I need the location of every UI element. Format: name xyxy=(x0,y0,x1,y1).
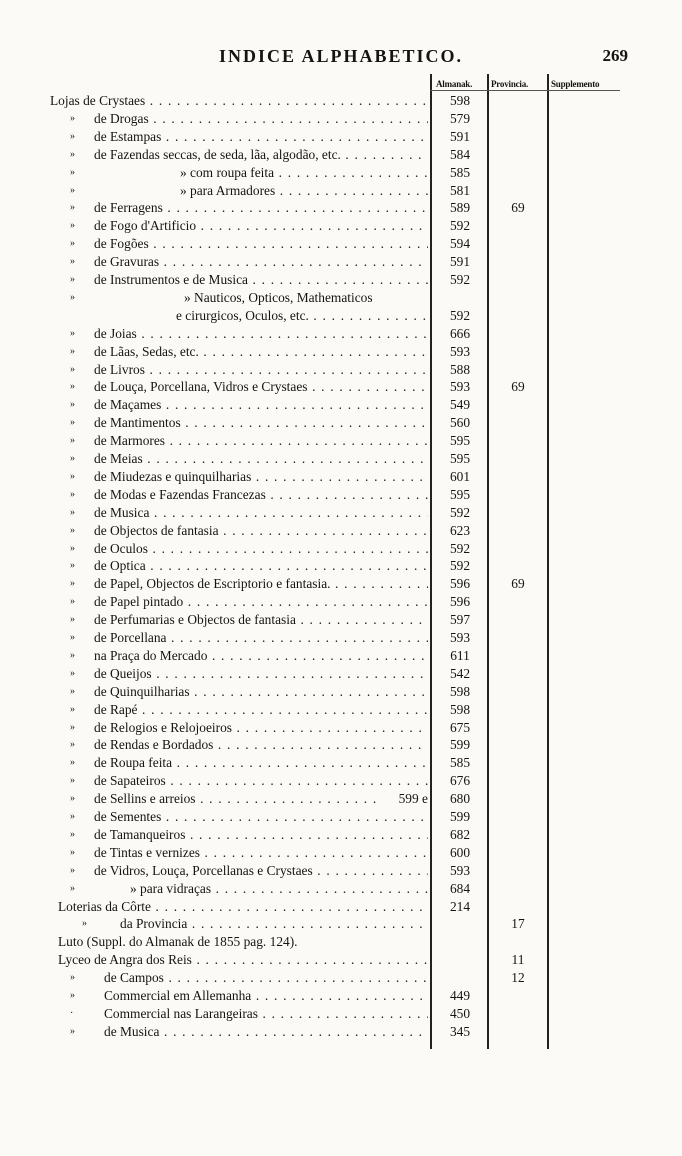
entry-ditto-mark: » xyxy=(70,291,75,303)
index-entry xyxy=(0,432,682,449)
entry-ditto-mark: » xyxy=(70,399,75,411)
entry-text: de Papel pintado . . . xyxy=(94,593,428,610)
entry-ditto-mark: » xyxy=(70,112,75,124)
almanak-page: 600 xyxy=(449,844,471,860)
almanak-page: 592 xyxy=(449,558,471,574)
entry-text: na Praça do Mercado . . . xyxy=(94,647,428,664)
almanak-page: 589 xyxy=(449,200,471,216)
entry-text: de Roupa feita . . . xyxy=(94,754,428,771)
index-entry xyxy=(0,557,682,574)
almanak-page: 588 xyxy=(449,361,471,377)
almanak-page: 611 xyxy=(450,647,470,663)
almanak-page: 592 xyxy=(449,218,471,234)
index-entry xyxy=(0,593,682,610)
index-entry xyxy=(0,343,682,360)
entry-ditto-mark: » xyxy=(70,828,75,840)
almanak-page: 581 xyxy=(449,182,471,198)
entry-ditto-mark: » xyxy=(70,256,75,268)
almanak-page: 684 xyxy=(449,880,471,896)
entry-text: da Provincia . . . xyxy=(120,915,428,932)
index-entry xyxy=(0,1023,682,1040)
entry-text: de Drogas . . . xyxy=(94,110,428,127)
almanak-page: 585 xyxy=(449,755,471,771)
page-number: 269 xyxy=(602,46,628,65)
provincia-page: 69 xyxy=(511,379,525,395)
almanak-page: 592 xyxy=(449,540,471,556)
entry-ditto-mark: » xyxy=(70,864,75,876)
entry-text: de Tamanqueiros . . . xyxy=(94,826,428,843)
column-header-almanak: Almanak. xyxy=(436,79,473,89)
entry-ditto-mark: » xyxy=(70,775,75,787)
almanak-page: 666 xyxy=(449,325,471,341)
index-entry xyxy=(0,128,682,145)
entry-ditto-mark: » xyxy=(70,453,75,464)
entry-ditto-mark: » xyxy=(70,793,75,805)
almanak-page: 601 xyxy=(449,468,471,484)
entry-ditto-mark: » xyxy=(70,488,75,500)
entry-ditto-mark: » xyxy=(70,417,75,429)
entry-text: de Gravuras . . . xyxy=(94,253,428,270)
index-entry xyxy=(0,701,682,718)
index-entry xyxy=(0,1005,682,1022)
entry-ditto-mark: » xyxy=(82,918,87,930)
entry-text: de Campos . . . xyxy=(104,969,428,986)
entry-text: » Nauticos, Opticos, Mathematicos xyxy=(184,289,373,305)
entry-ditto-mark: » xyxy=(70,506,75,518)
index-entry xyxy=(0,951,682,968)
entry-ditto-mark: » xyxy=(70,130,75,142)
index-entry xyxy=(0,486,682,503)
entry-text: de Miudezas e quinquilharias . . . xyxy=(94,468,428,485)
entry-text: de Sellins e arreios . . . xyxy=(94,790,376,807)
entry-ditto-mark: » xyxy=(70,345,75,357)
index-entry xyxy=(0,378,682,395)
entry-ditto-mark: » xyxy=(70,685,75,697)
entry-text: Luto (Suppl. do Almanak de 1855 pag. 124). xyxy=(58,934,298,950)
index-entry xyxy=(0,199,682,216)
almanak-page: 598 xyxy=(449,701,471,717)
almanak-page: 593 xyxy=(449,343,471,359)
index-entry xyxy=(0,611,682,628)
entry-text: de Sapateiros . . . xyxy=(94,772,428,789)
entry-text: de Joias . . . xyxy=(94,325,428,342)
entry-ditto-mark: » xyxy=(70,435,75,447)
almanak-page: 560 xyxy=(449,415,471,431)
entry-ditto-mark: » xyxy=(70,614,75,626)
entry-ditto-mark: » xyxy=(70,542,75,554)
entry-ditto-mark: » xyxy=(70,220,75,232)
entry-text: de Marmores . . . xyxy=(94,432,428,449)
index-entry xyxy=(0,253,682,270)
index-entry xyxy=(0,92,682,109)
entry-text: de Perfumarias e Objectos de fantasia . . . xyxy=(94,611,428,628)
almanak-page: 676 xyxy=(449,773,471,789)
almanak-page: 593 xyxy=(449,379,471,395)
entry-text: de Mantimentos . . . xyxy=(94,414,428,431)
index-entry xyxy=(0,396,682,413)
index-entry xyxy=(0,271,682,288)
entry-text: de Instrumentos e de Musica . . . xyxy=(94,271,428,288)
index-entry xyxy=(0,754,682,771)
index-entry xyxy=(0,110,682,127)
almanak-page: 599 xyxy=(449,737,471,753)
entry-ditto-mark: » xyxy=(70,757,75,769)
entry-text: de Louça, Porcellana, Vidros e Crystaes . . . xyxy=(94,378,428,395)
entry-text: de Rapé . . . xyxy=(94,701,428,718)
entry-ditto-mark: » xyxy=(70,721,75,733)
entry-ditto-mark: » xyxy=(70,166,75,178)
entry-text: de Oculos . . . xyxy=(94,540,428,557)
entry-text: de Tintas e vernizes . . . xyxy=(94,844,428,861)
entry-ditto-mark: » xyxy=(70,1025,75,1037)
entry-ditto-mark: » xyxy=(70,846,75,858)
entry-ditto-mark: · xyxy=(70,1007,74,1019)
entry-text: Lyceo de Angra dos Reis . . . xyxy=(58,951,428,968)
almanak-page: 542 xyxy=(449,665,471,681)
index-entry xyxy=(0,235,682,252)
index-entry xyxy=(0,164,682,181)
entry-text: de Relogios e Relojoeiros . . . xyxy=(94,719,428,736)
almanak-page: 592 xyxy=(449,504,471,520)
entry-ditto-mark: » xyxy=(70,238,75,250)
entry-ditto-mark: » xyxy=(70,596,75,608)
entry-ditto-mark: » xyxy=(70,148,75,160)
index-entry xyxy=(0,987,682,1004)
index-entry xyxy=(0,325,682,342)
entry-ditto-mark: » xyxy=(70,327,75,339)
entry-ditto-mark: » xyxy=(70,990,75,1001)
entry-text: de Objectos de fantasia . . . xyxy=(94,522,428,539)
entry-ditto-mark: » xyxy=(70,274,75,285)
index-entry xyxy=(0,504,682,521)
almanak-page: 593 xyxy=(449,630,471,645)
index-entry xyxy=(0,826,682,843)
almanak-page: 449 xyxy=(449,988,471,1003)
provincia-page: 17 xyxy=(511,916,525,932)
entry-text: de Sementes . . . xyxy=(94,808,428,825)
index-entry xyxy=(0,772,682,789)
index-entry xyxy=(0,289,682,306)
entry-text: de Ferragens . . . xyxy=(94,199,428,216)
header-rule xyxy=(430,90,620,91)
index-entry xyxy=(0,844,682,861)
index-entry xyxy=(0,647,682,664)
almanak-page: 214 xyxy=(449,898,471,914)
almanak-page: 596 xyxy=(449,594,471,610)
index-entry xyxy=(0,665,682,682)
entry-ditto-mark: » xyxy=(70,470,75,482)
index-entry xyxy=(0,414,682,431)
index-entry xyxy=(0,575,682,592)
index-entry xyxy=(0,361,682,378)
almanak-page: 599 xyxy=(449,809,471,824)
almanak-page: 598 xyxy=(449,93,471,108)
entry-text: Commercial nas Larangeiras . . . xyxy=(104,1005,428,1022)
almanak-page: 579 xyxy=(449,110,471,126)
almanak-page: 592 xyxy=(449,307,471,323)
entry-text: de Meias . . . xyxy=(94,450,428,467)
entry-text: de Fogo d'Artificio . . . xyxy=(94,217,428,234)
entry-ditto-mark: » xyxy=(70,667,75,679)
entry-text: de Livros . . . xyxy=(94,361,428,378)
index-entry xyxy=(0,182,682,199)
entry-ditto-mark: » xyxy=(70,972,75,984)
index-entry xyxy=(0,862,682,879)
entry-text: de Fogões . . . xyxy=(94,235,428,252)
index-entry xyxy=(0,898,682,915)
almanak-page: 592 xyxy=(449,272,471,287)
almanak-page: 591 xyxy=(449,128,471,144)
entry-text: de Lãas, Sedas, etc. . . . xyxy=(94,343,428,360)
index-entry xyxy=(0,217,682,234)
entry-ditto-mark: » xyxy=(70,184,75,196)
almanak-page: 597 xyxy=(449,612,471,628)
index-entry xyxy=(0,790,682,807)
entry-ditto-mark: » xyxy=(70,811,75,822)
index-entry xyxy=(0,522,682,539)
index-entry xyxy=(0,808,682,825)
entry-ditto-mark: » xyxy=(70,363,75,375)
index-entry xyxy=(0,719,682,736)
entry-ditto-mark: » xyxy=(70,524,75,536)
entry-text: de Queijos . . . xyxy=(94,665,428,682)
entry-ditto-mark: » xyxy=(70,882,75,894)
entry-ditto-mark: » xyxy=(70,632,75,643)
entry-ditto-mark: » xyxy=(70,739,75,751)
entry-text: » para vidraças . . . xyxy=(130,880,428,897)
almanak-page: 596 xyxy=(449,576,471,592)
entry-ditto-mark: » xyxy=(70,703,75,715)
almanak-page: 675 xyxy=(449,719,471,735)
entry-extra-page: 599 e xyxy=(398,791,428,807)
entry-text: de Fazendas seccas, de seda, lãa, algodão, etc. . . . xyxy=(94,146,428,163)
entry-ditto-mark: » xyxy=(70,202,75,214)
almanak-page: 450 xyxy=(449,1005,471,1021)
entry-text: de Musica . . . xyxy=(104,1023,428,1040)
entry-text: de Porcellana . . . xyxy=(94,629,428,646)
almanak-page: 345 xyxy=(449,1023,471,1039)
index-entry xyxy=(0,969,682,986)
almanak-page: 595 xyxy=(449,451,471,466)
entry-ditto-mark: » xyxy=(70,649,75,661)
entry-text: de Estampas . . . xyxy=(94,128,428,145)
column-header-supplemento: Supplemento xyxy=(551,79,600,89)
entry-ditto-mark: » xyxy=(70,578,75,590)
provincia-page: 69 xyxy=(511,200,525,216)
entry-text: de Maçames . . . xyxy=(94,396,428,413)
entry-text: » para Armadores . . . xyxy=(180,182,428,199)
entry-ditto-mark: » xyxy=(70,560,75,572)
column-header-provincia: Provincia. xyxy=(491,79,529,89)
almanak-page: 585 xyxy=(449,164,471,180)
index-entry xyxy=(0,933,682,950)
index-entry xyxy=(0,307,682,324)
almanak-page: 595 xyxy=(449,433,471,449)
entry-text: Lojas de Crystaes . . . xyxy=(50,92,428,109)
index-entry xyxy=(0,468,682,485)
almanak-page: 591 xyxy=(449,254,471,270)
index-entry xyxy=(0,683,682,700)
entry-text: de Musica . . . xyxy=(94,504,428,521)
entry-text: » com roupa feita . . . xyxy=(180,164,428,181)
entry-text: Commercial em Allemanha . . . xyxy=(104,987,428,1004)
index-entry xyxy=(0,450,682,467)
entry-text: de Rendas e Bordados . . . xyxy=(94,736,428,753)
almanak-page: 595 xyxy=(449,486,471,502)
entry-text: de Quinquilharias . . . xyxy=(94,683,428,700)
almanak-page: 623 xyxy=(449,522,471,538)
page-title: INDICE ALPHABETICO. xyxy=(218,46,464,66)
index-entry xyxy=(0,540,682,557)
almanak-page: 584 xyxy=(449,146,471,162)
entry-text: de Papel, Objectos de Escriptorio e fantasia. . . . xyxy=(94,575,428,592)
almanak-page: 680 xyxy=(449,791,471,807)
index-entry xyxy=(0,915,682,932)
entry-ditto-mark: » xyxy=(70,381,75,393)
almanak-page: 594 xyxy=(449,236,471,252)
entry-text: de Optica . . . xyxy=(94,557,428,574)
almanak-page: 549 xyxy=(449,397,471,413)
entry-text: Loterias da Côrte . . . xyxy=(58,898,428,915)
provincia-page: 11 xyxy=(511,952,525,968)
index-entry xyxy=(0,146,682,163)
almanak-page: 593 xyxy=(449,862,471,878)
provincia-page: 69 xyxy=(511,576,525,592)
provincia-page: 12 xyxy=(511,970,525,986)
almanak-page: 598 xyxy=(449,683,471,699)
index-entry xyxy=(0,880,682,897)
entry-text: e cirurgicos, Oculos, etc. . . . xyxy=(176,307,428,324)
index-entry xyxy=(0,736,682,753)
almanak-page: 682 xyxy=(449,826,471,842)
entry-text: de Vidros, Louça, Porcellanas e Crystaes . . . xyxy=(94,862,428,879)
entry-text: de Modas e Fazendas Francezas . . . xyxy=(94,486,428,503)
index-entry xyxy=(0,629,682,646)
